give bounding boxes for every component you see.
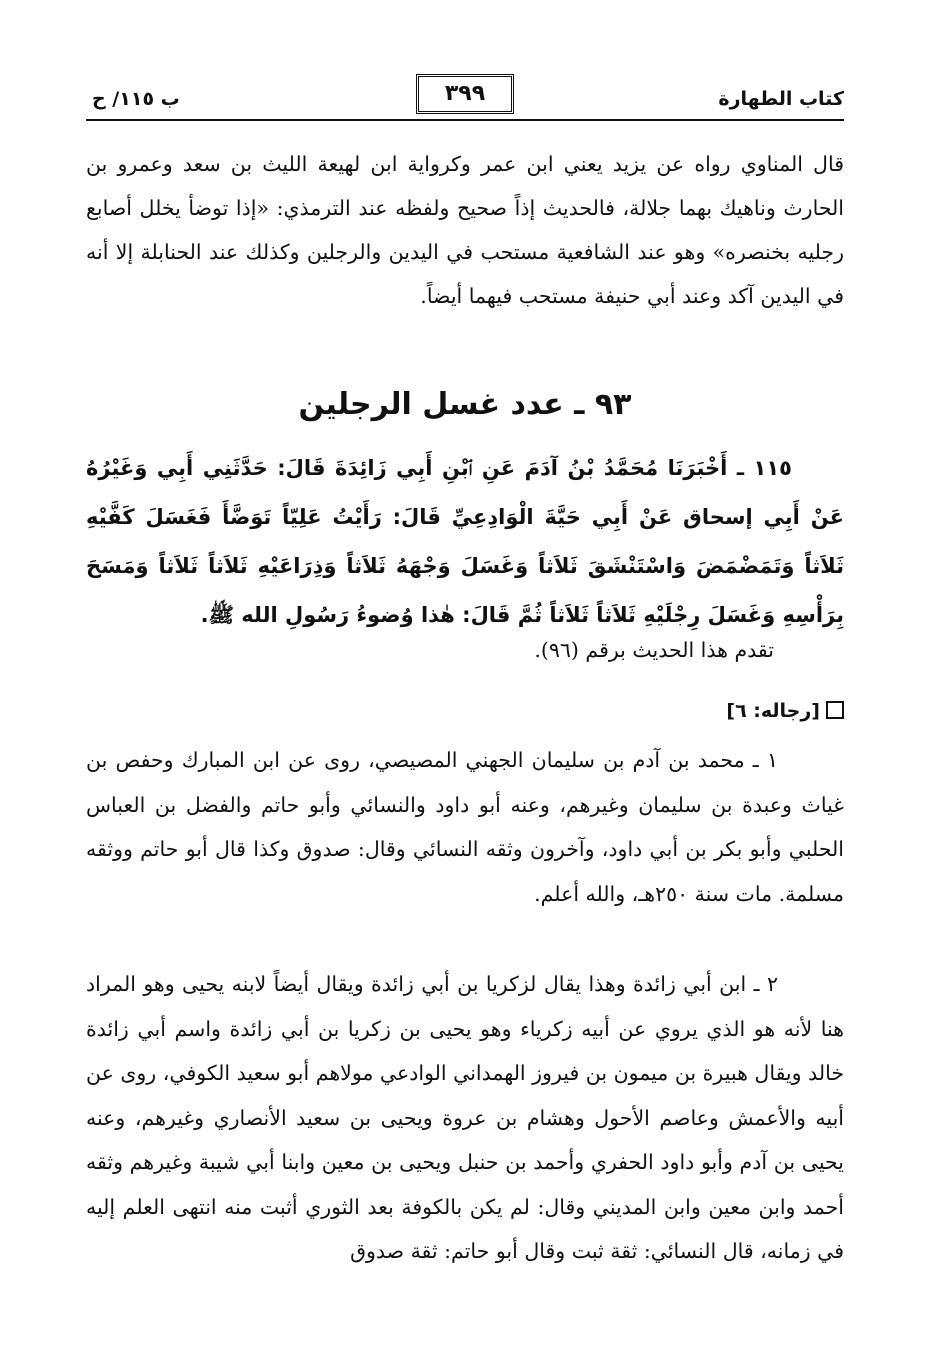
narrator-bio-1-text: ١ ـ محمد بن آدم بن سليمان الجهني المصيصي، روى عن ابن المبارك وحفص بن غياث وعبدة بن سليمان وغيرهم، وعنه أبو داود والنسائي وأبو حاتم والفضل بن العباس الحلبي وأبو بكر بن أبي داود، وآخرون وثقه النسائي وقال: صدوق وكذا قال أبو حاتم ووثقه مسلمة. مات سنة ٢٥٠هـ، والله أعلم.	[86, 748, 845, 906]
cross-reference-note: تقدم هذا الحديث برقم (٩٦).	[534, 638, 774, 662]
page-number: ٣٩٩	[416, 74, 514, 114]
narrator-bio-1	[86, 738, 844, 916]
commentary-paragraph: قال المناوي رواه عن يزيد يعني ابن عمر وكرواية ابن لهيعة الليث بن سعد وعمرو بن الحارث وناهيك بهما جلالة، فالحديث إذاً صحيح ولفظه عند الترمذي: «إذا توضأ يخلل أصابع رجليه بخنصره» وهو عند الشافعية مستحب في اليدين والرجلين وكذلك عند الحنابلة إلا أنه في اليدين آكد وعند أبي حنيفة مستحب فيهما أيضاً.	[86, 152, 844, 308]
section-heading: ٩٣ ـ عدد غسل الرجلين	[298, 387, 632, 422]
square-bullet-icon	[826, 701, 844, 719]
hadith-body: أَخْبَرَنَا مُحَمَّدُ بْنُ آدَمَ عَنِ ٱبْنِ أَبِي زَائِدَةَ قَالَ: حَدَّثَنِي أَبِي وَغَيْرُهُ عَنْ أَبِي إسحاق عَنْ أَبِي حَيَّةَ الْوَادِعِيِّ قَالَ: رَأَيْتُ عَلِيّاً تَوَضَّأَ فَغَسَلَ كَفَّيْهِ ثَلاَثاً وَتَمَضْمَضَ وَاسْتَنْشَقَ ثَلاَثاً وَغَسَلَ وَجْهَهُ ثَلاَثاً وَذِرَاعَيْهِ ثَلاَثاً ثَلاَثاً وَمَسَحَ بِرَأْسِهِ وَغَسَلَ رِجْلَيْهِ ثَلاَثاً ثَلاَثاً ثُمَّ قَالَ: هٰذا وُضوءُ رَسُولِ الله ﷺ.	[86, 456, 844, 627]
book-title: كتاب الطهارة	[718, 88, 844, 110]
page-header	[86, 74, 844, 118]
narrator-bio-2-text: ٢ ـ ابن أبي زائدة وهذا يقال لزكريا بن أبي زائدة ويقال أيضاً لابنه يحيى وهو المراد هنا لأنه هو الذي يروي عن أبيه زكرياء وهو يحيى بن زكريا بن أبي زائدة واسم أبي زائدة خالد ويقال هبيرة بن ميمون بن فيروز الهمداني الوادعي مولاهم أبو سعيد الكوفي، روى عن أبيه والأعمش وعاصم الأحول وهشام بن عروة ويحيى بن سعيد الأنصاري وغيرهم، وعنه يحيى بن آدم وأبو داود الحفري وأحمد بن حنبل ويحيى بن معين وابنا أبي شيبة وغيرهم وثقه أحمد وابن معين وابن المديني وقال: لم يكن بالكوفة بعد الثوري أثبت منه انتهى العلم إليه في زمانه، قال النسائي: ثقة ثبت وقال أبو حاتم: ثقة صدوق	[86, 972, 844, 1263]
hadith-text	[86, 444, 844, 640]
narrator-bio-2	[86, 962, 844, 1274]
header-divider	[86, 119, 844, 121]
narrators-label: [رجاله: ٦]	[726, 700, 820, 722]
hadith-number: ١١٥ ـ	[736, 456, 792, 480]
narrators-heading	[726, 700, 844, 722]
hadith-reference: ب ١١٥/ ح	[92, 88, 180, 110]
